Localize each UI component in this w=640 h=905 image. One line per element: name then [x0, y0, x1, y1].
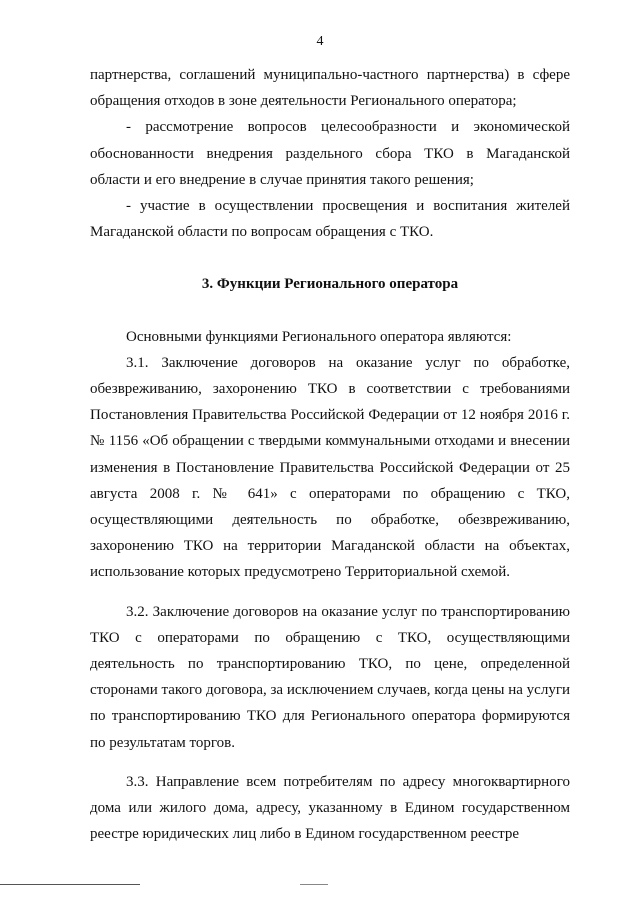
clause-3-2: 3.2. Заключение договоров на оказание услуг по транспортированию ТКО с операторами по обращению с ТКО, осуществляющими деятельность по транспортированию ТКО, по цене, определенной сторонами такого договора, за исключением случаев, когда цены на услуги по транспортированию ТКО для Регионального оператора формируются по результатам торгов.: [90, 603, 570, 751]
clause-3-3: 3.3. Направление всем потребителям по адресу многоквартирного дома или жилого дома, адресу, указанному в Едином государственном реестре юридических лиц либо в Едином государственном реестре: [90, 773, 570, 843]
page-number: 4: [316, 34, 324, 49]
list-item-dash: - участие в осуществлении просвещения и воспитания жителей Магаданской области по вопросам обращения с ТКО.: [90, 198, 570, 241]
section-intro: Основными функциями Регионального оператора являются:: [126, 328, 512, 345]
clause-3-1: 3.1. Заключение договоров на оказание услуг по обработке, обезвреживанию, захоронению ТКО в соответствии с требованиями Постановления Правительства Российской Федерации от 12 ноября 2016 г. № 1156 «Об обращении с твердыми коммунальными отходами и внесении изменения в Постановление Правительства Российской Федерации от 25 августа 2008 г. № 641» с операторами по обращению с ТКО, осуществляющими деятельность по обработке, обезвреживанию, захоронению ТКО на территории Магаданской области на объектах, использование которых предусмотрено Территориальной схемой.: [90, 354, 570, 581]
section-heading: 3. Функции Регионального оператора: [201, 276, 459, 293]
footer-rule-mark: [300, 884, 328, 885]
paragraph-continuation: партнерства, соглашений муниципально-частного партнерства) в сфере обращения отходов в зоне деятельности Регионального оператора;: [90, 67, 570, 110]
document-body: [90, 62, 570, 847]
list-item-dash: - рассмотрение вопросов целесообразности и экономической обоснованности внедрения раздельного сбора ТКО в Магаданской области и его внедрение в случае принятия такого решения;: [90, 119, 570, 188]
footer-rule: [0, 884, 140, 885]
